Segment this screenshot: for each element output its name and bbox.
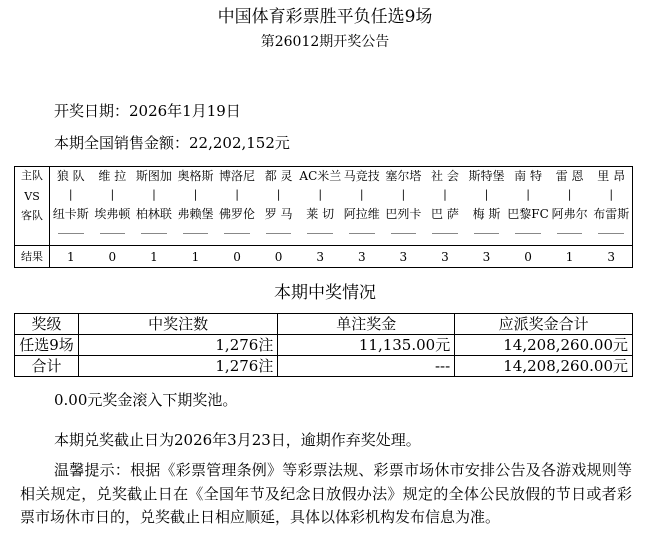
home-team: 狼 队 <box>56 169 85 183</box>
vs-separator: | <box>235 188 239 201</box>
away-team: 梅 斯 <box>472 207 501 221</box>
home-team: 南 特 <box>514 169 542 183</box>
home-team: 都 灵 <box>264 169 293 183</box>
away-team: 弗赖堡 <box>177 207 214 221</box>
match-column <box>133 167 175 267</box>
score-dash <box>266 233 292 234</box>
total-prize: 14,208,260.00元 <box>455 356 633 377</box>
home-team: 斯图加 <box>135 169 172 183</box>
match-column <box>590 167 632 267</box>
away-team: 巴列卡 <box>385 207 422 221</box>
home-team: 奥格斯 <box>177 169 214 183</box>
vs-separator: | <box>443 188 447 201</box>
match-result: 3 <box>399 250 408 264</box>
score-dash <box>474 233 500 234</box>
home-team: 雷 恩 <box>555 169 584 183</box>
winner-count: 1,276注 <box>78 335 277 356</box>
home-team: 博洛尼 <box>219 169 256 183</box>
prize-table <box>14 313 633 377</box>
score-dash <box>515 233 541 234</box>
match-column <box>216 167 258 267</box>
match-result: 1 <box>565 250 574 264</box>
vs-separator: | <box>359 188 364 201</box>
away-team: 巴黎FC <box>507 207 549 221</box>
vs-separator: | <box>68 188 73 201</box>
unit-prize: --- <box>278 356 455 377</box>
row-label-home: 主队 <box>21 169 43 182</box>
row-label-vs: VS <box>24 190 40 203</box>
home-team: 塞尔塔 <box>385 169 422 183</box>
deadline-note: 本期兑奖截止日为2026年3月23日，逾期作弃奖处理。 <box>54 431 421 449</box>
score-dash <box>432 233 458 234</box>
rollover-note: 0.00元奖金滚入下期奖池。 <box>54 391 238 409</box>
score-dash <box>391 233 417 234</box>
match-result: 3 <box>482 250 491 264</box>
unit-prize: 11,135.00元 <box>278 335 455 356</box>
away-team: 埃弗顿 <box>94 207 131 221</box>
score-dash <box>183 233 209 234</box>
match-result: 3 <box>607 250 616 264</box>
vs-separator: | <box>318 188 323 201</box>
header-level: 奖级 <box>15 314 79 335</box>
match-result: 1 <box>191 250 200 264</box>
notice-paragraph: 温馨提示：根据《彩票管理条例》等彩票法规、彩票市场休市安排公告及各游戏规则等相关规定，兑奖截止日在《全国年节及纪念日放假办法》规定的全体公民放假的节日或者彩票市场休市日的，兑奖截止日相应顺延，具体以体彩机构发布信息为准。 <box>20 461 632 526</box>
page-title: 中国体育彩票胜平负任选9场 <box>217 7 433 27</box>
table-row <box>15 356 633 377</box>
score-dash <box>598 233 624 234</box>
vs-separator: | <box>401 188 406 201</box>
prize-level: 任选9场 <box>15 335 79 356</box>
home-team: 里 昂 <box>597 169 626 183</box>
vs-separator: | <box>484 188 489 201</box>
match-results-table <box>14 166 633 268</box>
match-column <box>258 167 300 267</box>
away-team: 罗 马 <box>264 207 293 221</box>
table-row <box>15 335 633 356</box>
score-dash <box>349 233 375 234</box>
vs-separator: | <box>110 188 115 201</box>
match-result: 3 <box>441 250 449 264</box>
match-column <box>507 167 549 267</box>
away-team: 纽卡斯 <box>52 207 89 221</box>
winner-count: 1,276注 <box>78 356 277 377</box>
score-dash <box>141 233 167 234</box>
match-result: 0 <box>108 250 117 264</box>
match-column <box>341 167 383 267</box>
score-dash <box>307 233 333 234</box>
away-team: 布雷斯 <box>593 207 630 221</box>
match-result: 1 <box>66 250 75 264</box>
vs-separator: | <box>609 188 614 201</box>
vs-separator: | <box>276 188 281 201</box>
draw-date: 开奖日期：2026年1月19日 <box>54 102 241 120</box>
away-team: 巴 萨 <box>431 207 459 221</box>
header-total-prize: 应派奖金合计 <box>455 314 633 335</box>
total-prize: 14,208,260.00元 <box>455 335 633 356</box>
home-team: 社 会 <box>431 169 459 183</box>
vs-separator: | <box>152 188 156 201</box>
home-team: 维 拉 <box>98 169 127 183</box>
prize-level: 合计 <box>15 356 79 377</box>
away-team: 佛罗伦 <box>219 207 256 221</box>
score-dash <box>58 233 84 234</box>
sales-amount: 本期全国销售金额：22,202,152元 <box>54 134 290 152</box>
match-result: 3 <box>316 250 325 264</box>
header-unit-prize: 单注奖金 <box>278 314 455 335</box>
match-column <box>50 167 92 267</box>
header-winners: 中奖注数 <box>78 314 277 335</box>
score-dash <box>224 233 250 234</box>
match-result: 0 <box>233 250 241 264</box>
score-dash <box>100 233 126 234</box>
home-team: 马竞技 <box>343 169 380 183</box>
match-column <box>299 167 341 267</box>
away-team: 莱 切 <box>306 207 335 221</box>
match-column <box>383 167 425 267</box>
vs-separator: | <box>567 188 572 201</box>
row-label-result: 结果 <box>21 250 43 263</box>
match-column <box>92 167 134 267</box>
score-dash <box>557 233 583 234</box>
away-team: 阿弗尔 <box>551 207 588 221</box>
match-column <box>466 167 508 267</box>
home-team: 斯特堡 <box>468 169 505 183</box>
match-result: 0 <box>524 250 532 264</box>
home-team: AC米兰 <box>299 169 342 183</box>
match-result: 0 <box>274 250 283 264</box>
match-result: 3 <box>357 250 366 264</box>
match-column <box>549 167 591 267</box>
row-label-away: 客队 <box>21 209 43 222</box>
match-column <box>175 167 217 267</box>
vs-separator: | <box>193 188 198 201</box>
page-subtitle: 第26012期开奖公告 <box>260 34 390 50</box>
match-column <box>424 167 466 267</box>
match-result: 1 <box>150 250 158 264</box>
prize-table-header <box>15 314 633 335</box>
away-team: 柏林联 <box>135 207 172 221</box>
prize-section-title: 本期中奖情况 <box>274 283 376 303</box>
vs-separator: | <box>526 188 530 201</box>
away-team: 阿拉维 <box>343 207 380 221</box>
